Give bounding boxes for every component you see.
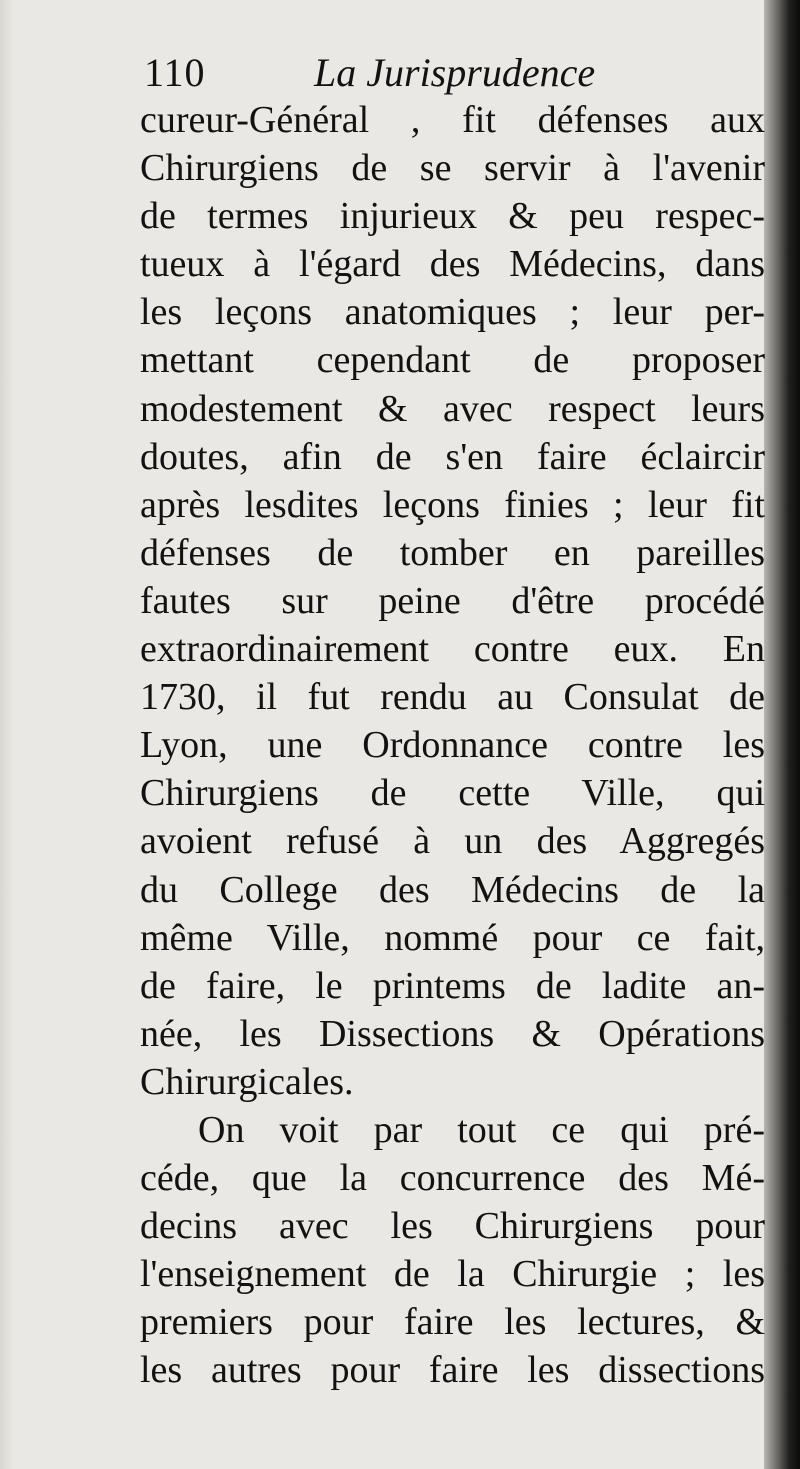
text-line: céde, que la concurrence des Mé- xyxy=(140,1157,765,1200)
text-line: Chirurgiens de cette Ville, qui xyxy=(140,772,765,815)
text-line: de termes injurieux & peu respec- xyxy=(140,195,765,238)
text-line: née, les Dissections & Opérations xyxy=(140,1012,765,1055)
text-line: les autres pour faire les dissections xyxy=(140,1349,765,1392)
text-line: défenses de tomber en pareilles xyxy=(140,531,765,574)
text-line: premiers pour faire les lectures, & xyxy=(140,1301,765,1344)
text-line: Chirurgiens de se servir à l'avenir xyxy=(140,147,765,190)
text-line: après lesdites leçons finies ; leur fit xyxy=(140,483,765,526)
page-edge-left xyxy=(0,0,14,1469)
text-body xyxy=(140,96,765,1395)
text-line: l'enseignement de la Chirurgie ; les xyxy=(140,1253,765,1296)
text-line: les leçons anatomiques ; leur per- xyxy=(140,291,765,334)
text-line: même Ville, nommé pour ce fait, xyxy=(140,916,765,959)
text-line: Lyon, une Ordonnance contre les xyxy=(140,724,765,767)
text-line: 1730, il fut rendu au Consulat de xyxy=(140,676,765,719)
paragraph-start-line: On voit par tout ce qui pré- xyxy=(198,1108,765,1151)
text-line: extraordinairement contre eux. En xyxy=(140,628,765,671)
text-line: fautes sur peine d'être procédé xyxy=(140,579,765,622)
text-line: de faire, le printems de ladite an- xyxy=(140,964,765,1007)
text-line: cureur-Général , fit défenses aux xyxy=(140,99,765,141)
text-line: modestement & avec respect leurs xyxy=(140,387,765,430)
page-number: 110 xyxy=(144,50,206,95)
text-line: avoient refusé à un des Aggregés xyxy=(140,820,765,863)
text-line: tueux à l'égard des Médecins, dans xyxy=(140,243,765,286)
running-head xyxy=(140,38,765,98)
binding-shadow xyxy=(764,0,800,1469)
book-page xyxy=(140,38,765,1438)
text-line: mettant cependant de proposer xyxy=(140,339,765,382)
paragraph-end-line: Chirurgicales. xyxy=(140,1060,354,1103)
text-line: doutes, afin de s'en faire éclaircir xyxy=(140,435,765,478)
text-line: du College des Médecins de la xyxy=(140,868,765,911)
text-line: decins avec les Chirurgiens pour xyxy=(140,1205,765,1248)
running-title: La Jurisprudence xyxy=(314,50,596,95)
